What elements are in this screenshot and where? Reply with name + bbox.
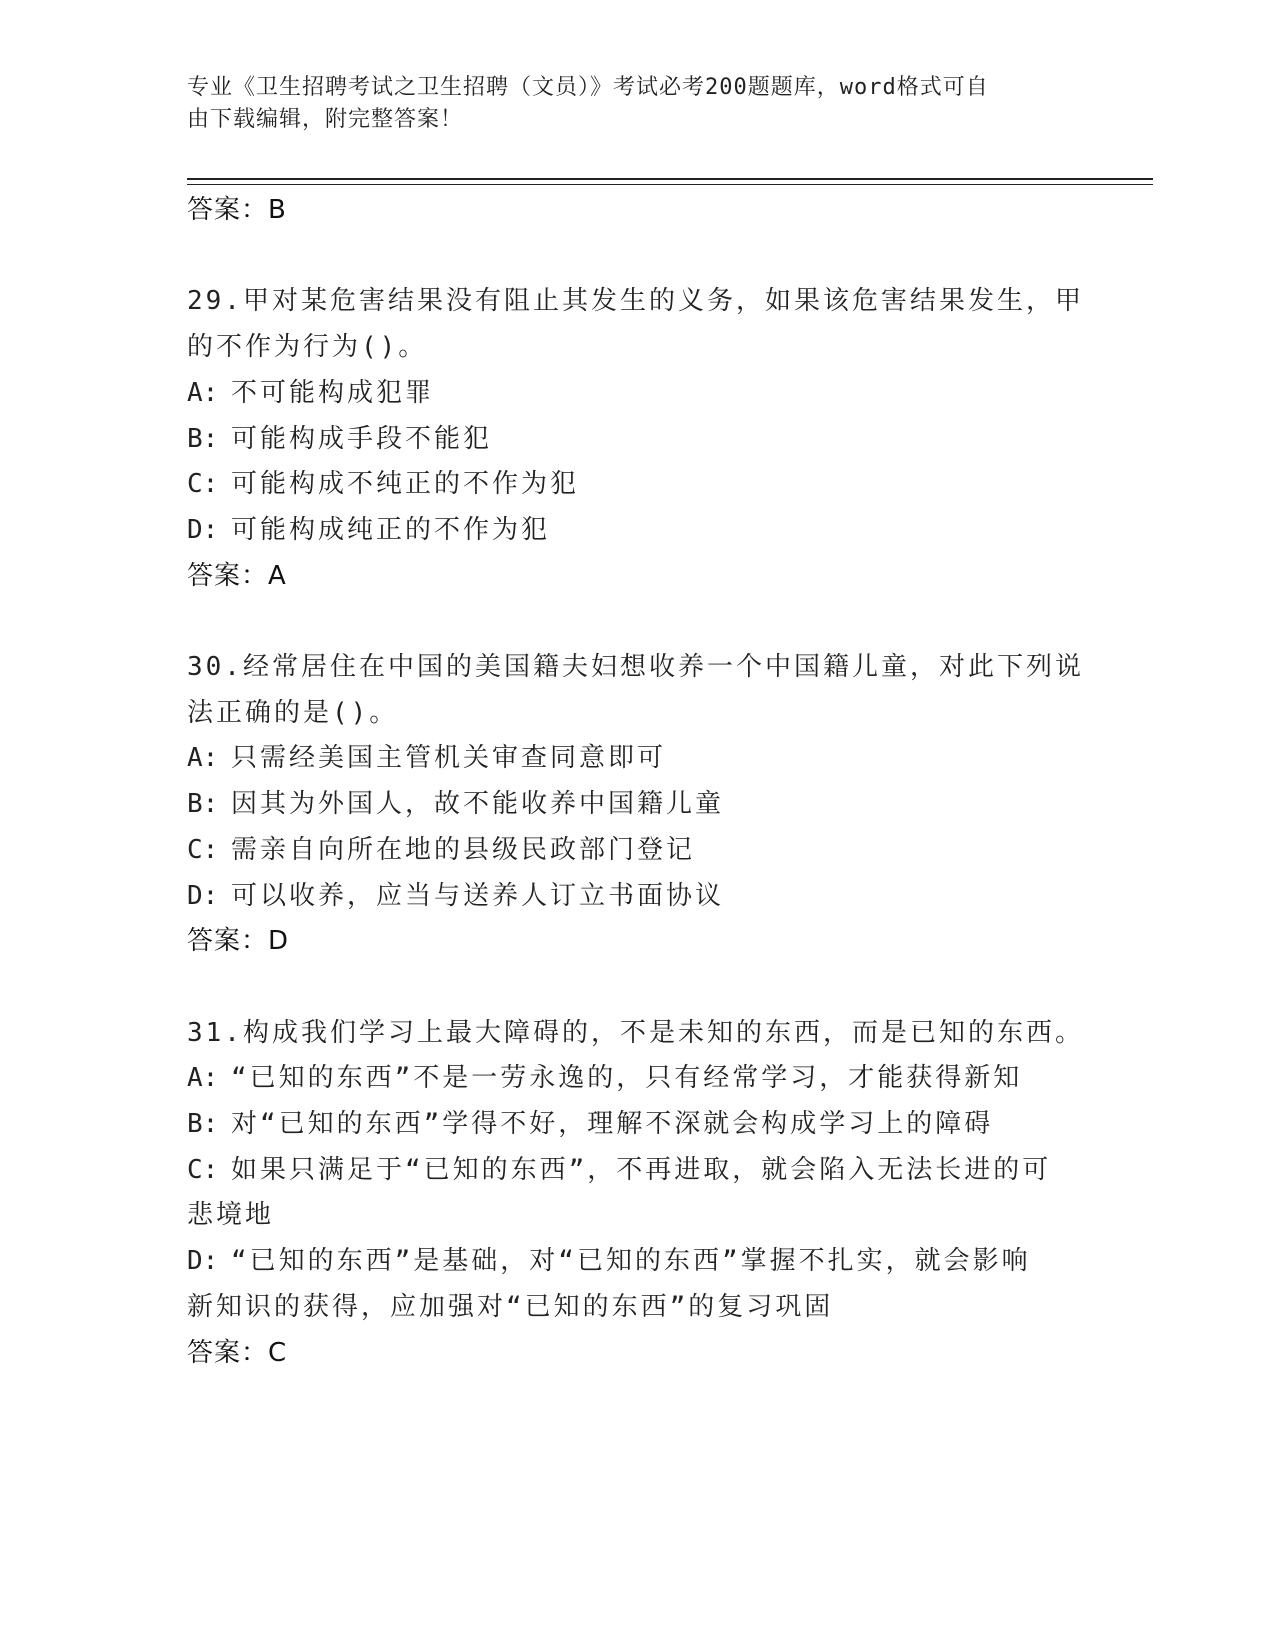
option-c-continuation: 悲境地 [187,1200,275,1231]
option-text: “已知的东西”是基础，对“已知的东西”掌握不扎实，就会影响 [231,1246,1031,1277]
document-header [187,72,1067,136]
option-label: C: [187,1154,219,1185]
option-text: 可能构成纯正的不作为犯 [231,514,551,545]
option-label: D: [187,514,219,545]
question-stem-line: 法正确的是()。 [187,697,399,728]
option-text: 可以收养，应当与送养人订立书面协议 [231,880,725,911]
answer-value: A [268,560,287,591]
question-answer [187,919,1087,965]
header-line-1: 专业《卫生招聘考试之卫生招聘（文员）》考试必考200题题库，word格式可自 [187,75,989,100]
option-label: A: [187,743,219,774]
option-label: C: [187,469,219,500]
option-text: 对“已知的东西”学得不好，理解不深就会构成学习上的障碍 [231,1109,994,1140]
question-stem-line: 29.甲对某危害结果没有阻止其发生的义务，如果该危害结果发生，甲 [187,286,1084,317]
option-label: B: [187,423,219,454]
option-d [187,1239,1087,1285]
option-label: A: [187,1063,219,1094]
option-label: B: [187,1109,219,1140]
option-d [187,508,1087,554]
answer-label: 答案： [187,195,269,225]
option-label: B: [187,789,219,820]
answer-label: 答案： [187,926,269,957]
option-label: A: [187,377,219,408]
question-stem-line: 30.经常居住在中国的美国籍夫妇想收养一个中国籍儿童，对此下列说 [187,652,1084,682]
option-d [187,874,1087,920]
option-label: D: [187,880,219,911]
answer-value: C [268,1337,288,1368]
answer-label: 答案： [187,560,269,591]
option-c [187,828,1087,874]
spacer [187,234,1087,280]
option-a [187,1056,1087,1102]
spacer [187,599,1087,645]
question-block [187,279,1087,599]
option-label: C: [187,834,219,865]
option-b [187,1102,1087,1148]
document-body [187,188,1087,1376]
option-text: 如果只满足于“已知的东西”，不再进取，就会陷入无法长进的可 [231,1154,1052,1185]
option-c [187,1148,1087,1194]
header-divider-thin [187,184,1153,185]
option-b [187,782,1087,828]
question-answer [187,1331,1087,1377]
header-line-2: 由下载编辑，附完整答案！ [187,107,464,132]
spacer [187,965,1087,1011]
option-text: 不可能构成犯罪 [231,377,435,408]
option-label: D: [187,1246,219,1277]
question-stem-line: 31.构成我们学习上最大障碍的，不是未知的东西，而是已知的东西。 [187,1017,1084,1048]
option-text: 可能构成手段不能犯 [231,423,493,454]
question-answer [187,554,1087,600]
option-text: 可能构成不纯正的不作为犯 [231,469,580,500]
option-d-continuation: 新知识的获得，应加强对“已知的东西”的复习巩固 [187,1291,834,1322]
option-text: 因其为外国人，故不能收养中国籍儿童 [231,789,725,820]
option-c [187,462,1087,508]
option-text: 只需经美国主管机关审查同意即可 [231,743,667,774]
option-text: “已知的东西”不是一劳永逸的，只有经常学习，才能获得新知 [231,1063,1023,1094]
question-block [187,645,1087,965]
option-a [187,736,1087,782]
question-stem-line: 的不作为行为()。 [187,332,428,363]
answer-value: D [268,926,290,957]
header-divider-thick [187,178,1153,180]
previous-answer [187,188,1087,234]
answer-label: 答案： [187,1337,269,1368]
question-block [187,1011,1087,1377]
answer-value: B [268,195,287,225]
option-b [187,417,1087,463]
option-text: 需亲自向所在地的县级民政部门登记 [231,834,696,865]
option-a [187,371,1087,417]
